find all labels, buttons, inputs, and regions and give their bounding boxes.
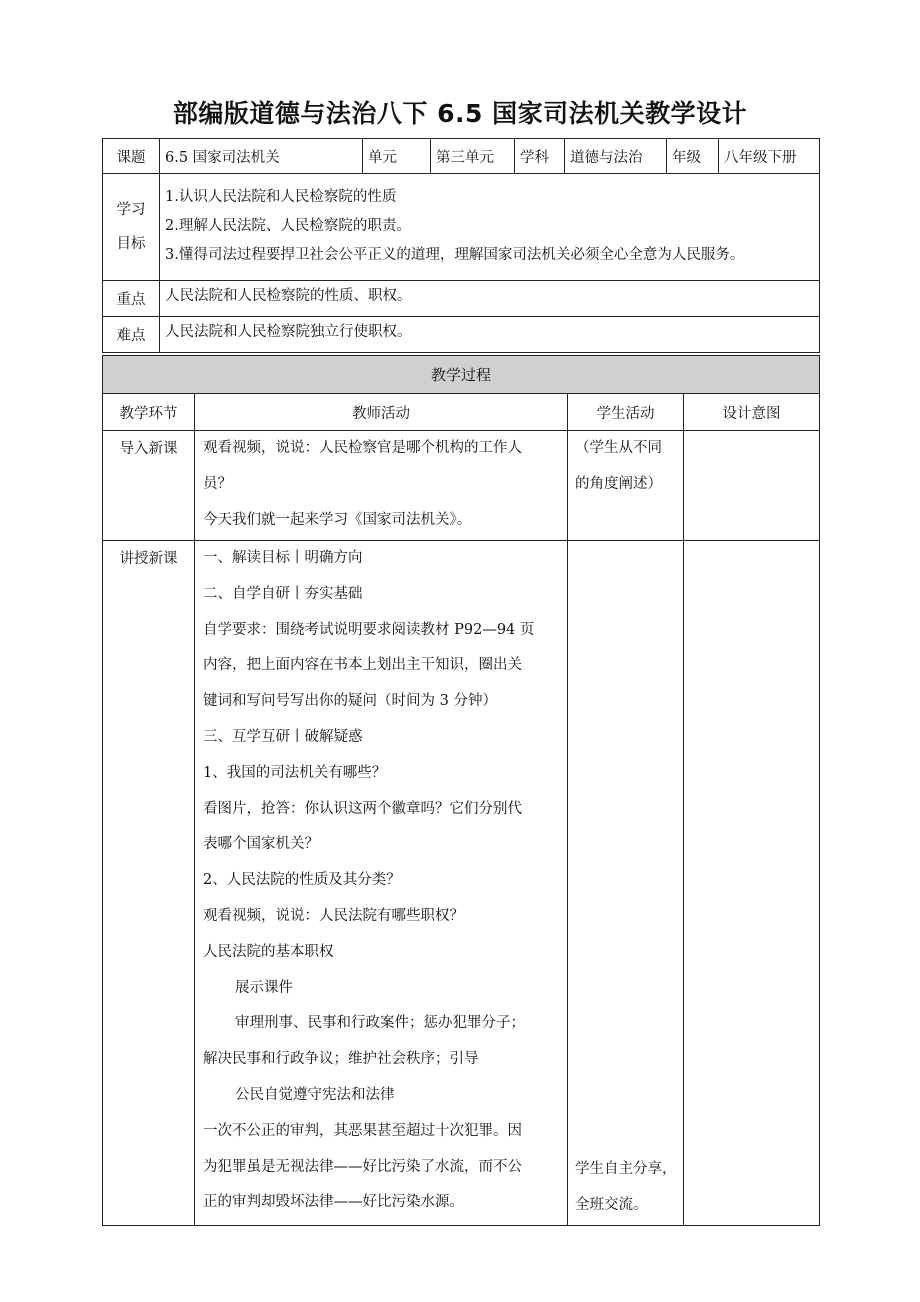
- subject-value: 道德与法治: [565, 139, 667, 174]
- process-title-row: [103, 356, 820, 394]
- header-teacher: 教师活动: [195, 394, 568, 431]
- grade-value: 八年级下册: [719, 139, 820, 174]
- info-header-row: [103, 139, 820, 174]
- difficult-label: 难点: [103, 317, 160, 353]
- unit-value: 第三单元: [431, 139, 515, 174]
- difficult-value: 人民法院和人民检察院独立行使职权。: [160, 317, 820, 353]
- intro-teacher: 观看视频，说说：人民检察官是哪个机构的工作人 员？ 今天我们就一起来学习《国家司法机关》。: [195, 431, 568, 541]
- process-header-row: [103, 394, 820, 431]
- lecture-stage: 讲授新课: [103, 541, 195, 1226]
- header-student: 学生活动: [568, 394, 684, 431]
- header-intent: 设计意图: [684, 394, 820, 431]
- key-row: [103, 281, 820, 317]
- goal-item: 3.懂得司法过程要捍卫社会公平正义的道理，理解国家司法机关必须全心全意为人民服务。: [165, 246, 745, 263]
- course-value: 6.5 国家司法机关: [160, 139, 363, 174]
- goals-content: [160, 174, 820, 281]
- course-label: 课题: [103, 139, 160, 174]
- lesson-info-table: [102, 138, 820, 353]
- subject-label: 学科: [515, 139, 565, 174]
- intro-row: [103, 431, 820, 541]
- goal-item: 2.理解人民法院、人民检察院的职责。: [165, 217, 411, 234]
- process-title: 教学过程: [103, 356, 820, 394]
- teaching-process-table: [102, 355, 820, 1226]
- goal-item: 1.认识人民法院和人民检察院的性质: [165, 188, 397, 205]
- grade-label: 年级: [667, 139, 719, 174]
- document-title: 部编版道德与法治八下 6.5 国家司法机关教学设计: [172, 99, 748, 128]
- lecture-teacher: 一、解读目标丨明确方向 二、自学自研丨夯实基础 自学要求：围绕考试说明要求阅读教材 P92—94 页 内容，把上面内容在书本上划出主干知识，圈出关 键词和写问号写出你的疑问（时间为 3 分钟） 三、互学互研丨破解疑惑 1、我国的司法机关有哪些？ 看图片，抢答：你认识这两个徽章吗？它们分别代 表哪个国家机关？ 2、人民法院的性质及其分类？ 观看视频，说说：人民法院有哪些职权？ 人民法院的基本职权 展示课件 审理刑事、民事和行政案件；惩办犯罪分子； 解决民事和行政争议；维护社会秩序；引导 公民自觉遵守宪法和法律 一次不公正的审判，其恶果甚至超过十次犯罪。因 为犯罪虽是无视法律——好比污染了水流，而不公 正的审判却毁坏法律——好比污染水源。: [195, 541, 568, 1226]
- intro-stage: 导入新课: [103, 431, 195, 541]
- goals-label: 学习 目标: [103, 174, 160, 281]
- difficult-row: [103, 317, 820, 353]
- intro-intent: [684, 431, 820, 541]
- goals-row: [103, 174, 820, 281]
- lecture-intent: [684, 541, 820, 1226]
- lecture-row: [103, 541, 820, 1226]
- intro-student: （学生从不同 的角度阐述）: [568, 431, 684, 541]
- unit-label: 单元: [363, 139, 431, 174]
- lecture-student: 学生自主分享， 全班交流。: [568, 541, 684, 1226]
- key-value: 人民法院和人民检察院的性质、职权。: [160, 281, 820, 317]
- key-label: 重点: [103, 281, 160, 317]
- header-stage: 教学环节: [103, 394, 195, 431]
